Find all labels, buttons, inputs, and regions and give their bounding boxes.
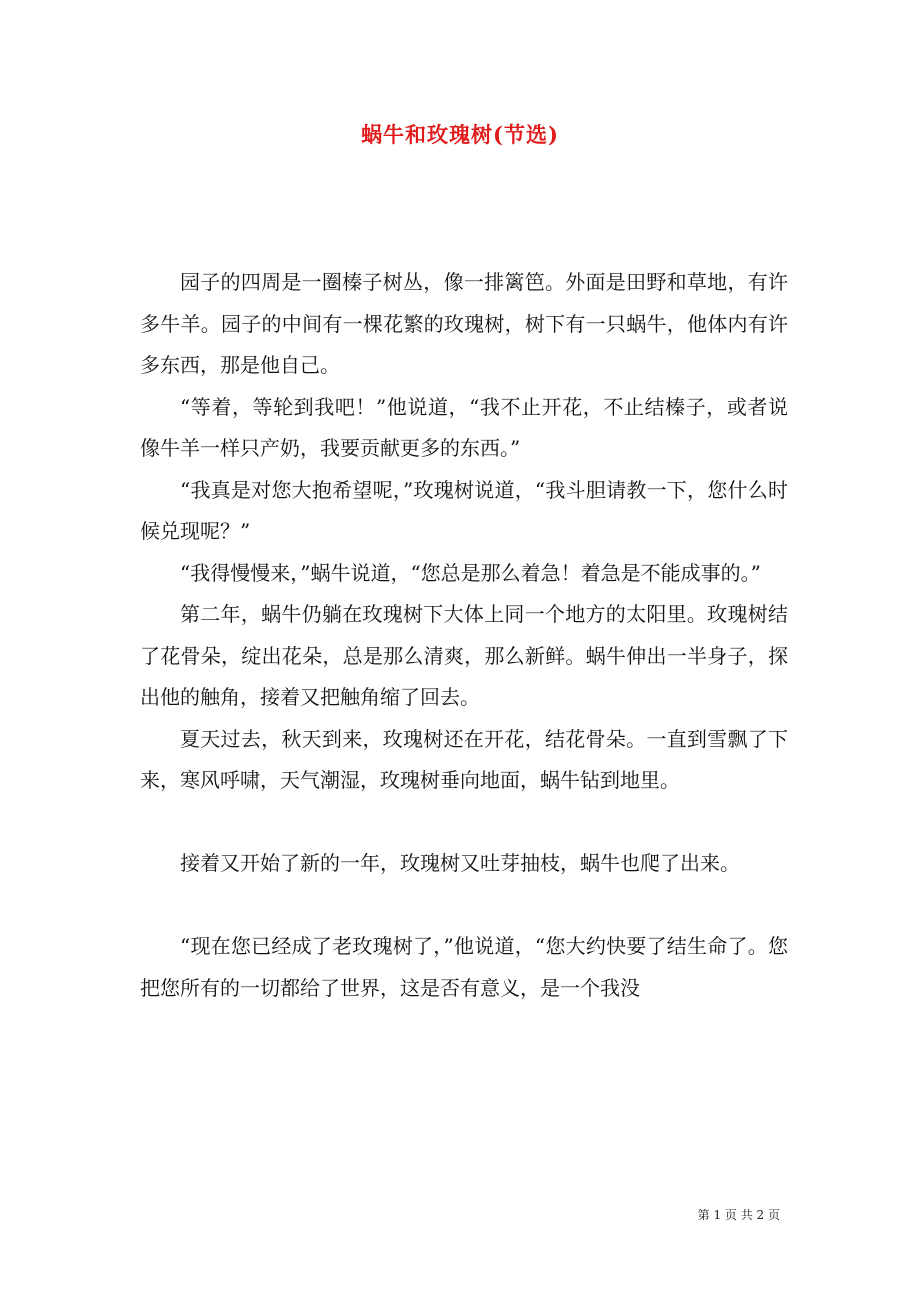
paragraph: “现在您已经成了老玫瑰树了，”他说道，“您大约快要了结生命了。您把您所有的一切都给了世界，这是否有意义，是一个我没 (140, 934, 788, 1000)
paragraph: “我真是对您大抱希望呢，”玫瑰树说道，“我斗胆请教一下，您什么时候兑现呢？” (140, 477, 788, 543)
document-body (140, 262, 788, 1009)
paragraph: 接着又开始了新的一年，玫瑰树又吐芽抽枝，蜗牛也爬了出来。 (180, 851, 740, 875)
page-footer: 第 1 页 共 2 页 (697, 1208, 780, 1222)
paragraph: 夏天过去，秋天到来，玫瑰树还在开花，结花骨朵。一直到雪飘了下来，寒风呼啸，天气潮湿，玫瑰树垂向地面，蜗牛钻到地里。 (140, 726, 788, 792)
document-title: 蜗牛和玫瑰树(节选) (361, 122, 559, 147)
paragraph: “等着，等轮到我吧！”他说道，“我不止开花，不止结榛子，或者说像牛羊一样只产奶，我要贡献更多的东西。” (140, 394, 788, 460)
paragraph: “我得慢慢来，”蜗牛说道，“您总是那么着急！着急是不能成事的。” (180, 560, 761, 585)
paragraph: 园子的四周是一圈榛子树丛，像一排篱笆。外面是田野和草地，有许多牛羊。园子的中间有一棵花繁的玫瑰树，树下有一只蜗牛，他体内有许多东西，那是他自己。 (140, 270, 788, 377)
paragraph: 第二年，蜗牛仍躺在玫瑰树下大体上同一个地方的太阳里。玫瑰树结了花骨朵，绽出花朵，总是那么清爽，那么新鲜。蜗牛伸出一半身子，探出他的触角，接着又把触角缩了回去。 (140, 602, 788, 709)
